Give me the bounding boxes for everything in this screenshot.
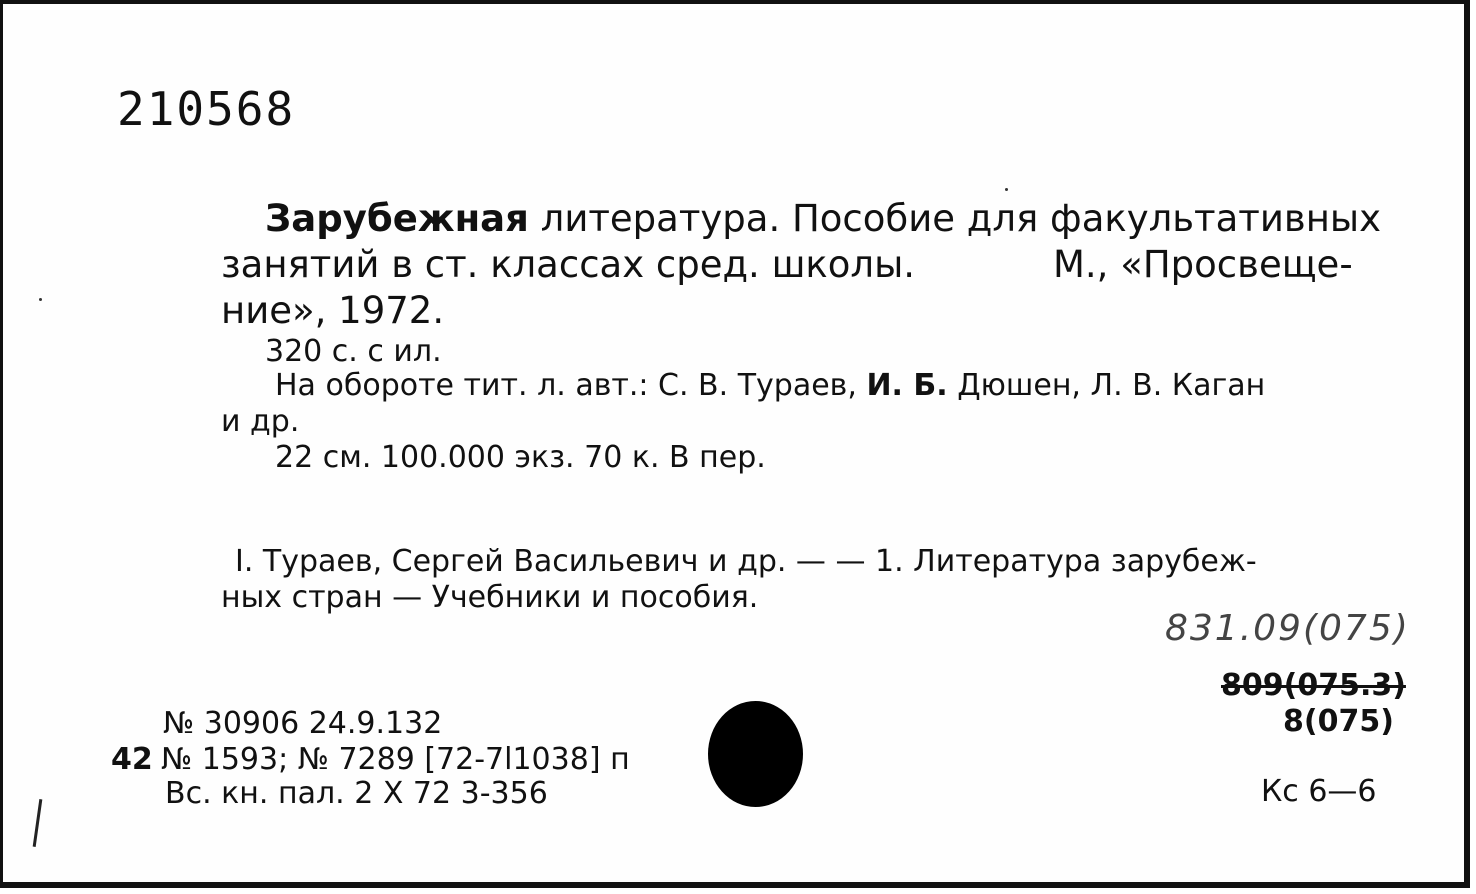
title-line-1-rest: литература. Пособие для факультативных — [540, 197, 1381, 240]
speck — [1005, 188, 1008, 191]
classification-code: Кс 6—6 — [1261, 774, 1377, 809]
title-line-3: ние», 1972. — [221, 289, 445, 332]
title-line-2: занятий в ст. классах сред. школы. — [221, 243, 916, 286]
authors-line-1 — [275, 368, 1265, 404]
speck — [39, 298, 42, 301]
order-prefix: 42 — [111, 742, 153, 777]
order-line-2: № 1593; № 7289 [72-7l1038] п — [161, 742, 630, 777]
punch-hole — [708, 701, 803, 807]
struck-classification: 809(075.3) — [1221, 668, 1406, 703]
order-line-1: № 30906 24.9.132 — [163, 706, 443, 741]
physical-description: 22 см. 100.000 экз. 70 к. В пер. — [275, 440, 766, 475]
order-line-3: Вс. кн. пал. 2 X 72 3-356 — [165, 776, 548, 811]
tracings-line-1: I. Тураев, Сергей Васильевич и др. — — 1. Литература зарубеж- — [235, 544, 1257, 579]
pencil-mark — [33, 799, 43, 847]
pages: 320 с. с ил. — [265, 334, 442, 369]
classification-number: 8(075) — [1283, 704, 1394, 739]
title-line-1 — [265, 196, 1381, 242]
title-bold: Зарубежная — [265, 197, 529, 240]
publisher: М., «Просвеще- — [1053, 243, 1353, 286]
inventory-number: 210568 — [117, 82, 296, 136]
authors-prefix: На обороте тит. л. авт.: С. В. Тураев, — [275, 368, 857, 403]
authors-line-2: и др. — [221, 404, 300, 439]
authors-bold: И. Б. — [866, 368, 948, 403]
authors-suffix: Дюшен, Л. В. Каган — [957, 368, 1266, 403]
handwritten-classification: 831.09(075) — [1165, 608, 1410, 649]
tracings-line-2: ных стран — Учебники и пособия. — [221, 580, 759, 615]
